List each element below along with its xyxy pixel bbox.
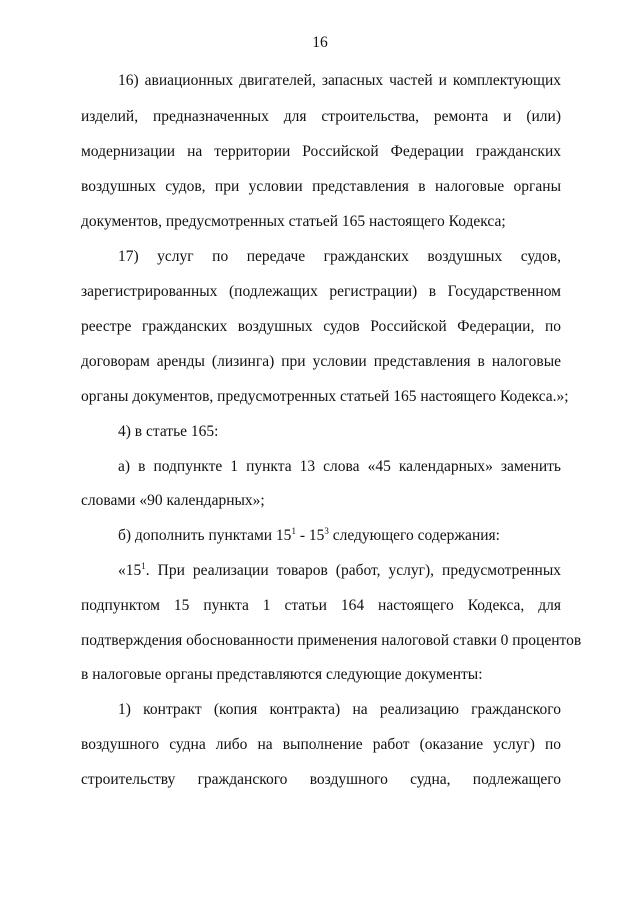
paragraph-16-line-5: документов, предусмотренных статьей 165 настоящего Кодекса;: [81, 213, 506, 230]
paragraph-16-line-3: модернизации на территории Российской Федерации гражданских: [81, 143, 561, 160]
item-b-superscript-2: 3: [324, 526, 329, 536]
paragraph-17-line-4: договорам аренды (лизинга) при условии представления в налоговые: [81, 353, 561, 370]
item-a-line-2: словами «90 календарных»;: [81, 492, 265, 509]
paragraph-17-line-2: зарегистрированных (подлежащих регистрации) в Государственном: [81, 283, 561, 300]
paragraph-16-line-4: воздушных судов, при условии представления в налоговые органы: [81, 178, 561, 195]
clause-15-1-line-3: подтверждения обоснованности применения налоговой ставки 0 процентов: [81, 632, 582, 649]
page-number: 16: [312, 34, 328, 51]
item-b-line: [118, 526, 561, 546]
paragraph-17-line-3: реестре гражданских воздушных судов Российской Федерации, по: [81, 318, 561, 335]
item-4-heading: 4) в статье 165:: [118, 423, 219, 440]
clause-15-1-line-1: [118, 561, 561, 581]
clause-15-1-line-2: подпунктом 15 пункта 1 статьи 164 настоящего Кодекса, для: [81, 597, 561, 614]
paragraph-17-line-1: 17) услуг по передаче гражданских воздушных судов,: [118, 248, 561, 265]
item-b-text-2: - 15: [295, 527, 325, 544]
clause-15-1-line-4: в налоговые органы представляются следующие документы:: [81, 666, 483, 683]
item-b-superscript-1: 1: [291, 526, 296, 536]
clause-15-1-text: . При реализации товаров (работ, услуг), предусмотренных: [145, 562, 561, 579]
subitem-1-line-2: воздушного судна либо на выполнение работ (оказание услуг) по: [81, 736, 561, 753]
paragraph-16-line-2: изделий, предназначенных для строительства, ремонта и (или): [81, 108, 561, 125]
item-b-text-1: б) дополнить пунктами 15: [118, 527, 292, 544]
paragraph-17-line-5: органы документов, предусмотренных статьей 165 настоящего Кодекса.»;: [81, 388, 569, 405]
subitem-1-line-3: строительству гражданского воздушного судна, подлежащего: [81, 771, 561, 788]
item-b-text-3: следующего содержания:: [328, 527, 500, 544]
subitem-1-line-1: 1) контракт (копия контракта) на реализацию гражданского: [118, 701, 561, 718]
clause-15-1-superscript: 1: [141, 561, 146, 571]
clause-15-1-number: «15: [118, 562, 142, 579]
item-a-line-1: а) в подпункте 1 пункта 13 слова «45 календарных» заменить: [118, 458, 561, 475]
paragraph-16-line-1: 16) авиационных двигателей, запасных частей и комплектующих: [118, 72, 561, 89]
